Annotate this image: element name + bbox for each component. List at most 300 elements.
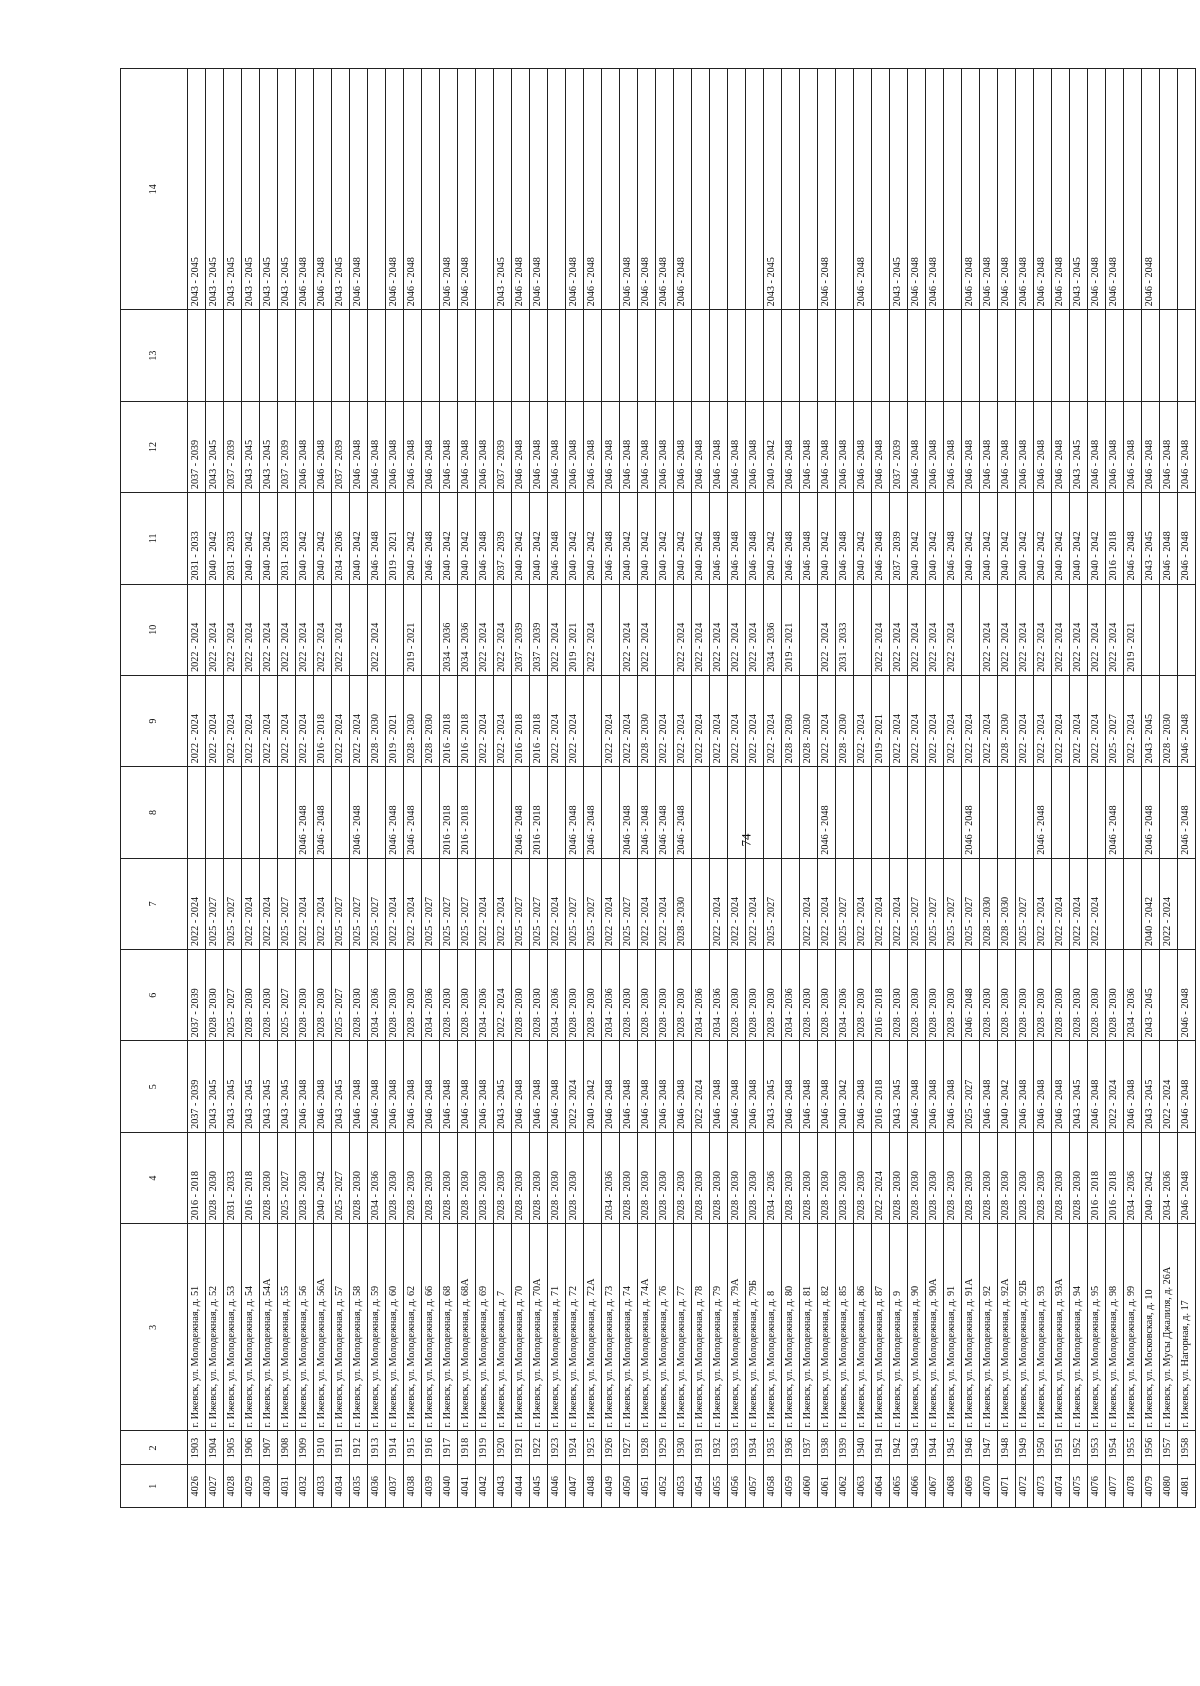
table-cell: 2025 - 2027 — [530, 858, 548, 949]
table-cell — [800, 584, 818, 675]
table-cell: 2046 - 2048 — [1160, 401, 1178, 492]
table-cell: 4042 — [476, 1465, 494, 1508]
table-cell: 2022 - 2024 — [1034, 584, 1052, 675]
table-cell: 2046 - 2048 — [818, 401, 836, 492]
table-cell: 2022 - 2024 — [818, 858, 836, 949]
table-cell: 2028 - 2030 — [530, 950, 548, 1041]
table-cell: 2034 - 2036 — [602, 950, 620, 1041]
address-cell: г. Ижевск, ул. Московская, д. 10 — [1142, 1224, 1160, 1431]
table-row — [530, 69, 548, 1508]
table-cell: 2022 - 2024 — [1070, 858, 1088, 949]
table-cell: 2046 - 2048 — [1088, 69, 1106, 310]
table-cell — [602, 584, 620, 675]
table-cell: 2028 - 2030 — [458, 1132, 476, 1223]
address-cell: г. Ижевск, ул. Молодежная, д. 78 — [692, 1224, 710, 1431]
table-cell: 2046 - 2048 — [548, 1041, 566, 1132]
table-cell: 2046 - 2048 — [584, 767, 602, 858]
table-cell — [728, 69, 746, 310]
table-cell: 2025 - 2027 — [908, 858, 926, 949]
table-cell: 2022 - 2024 — [818, 584, 836, 675]
table-cell — [422, 584, 440, 675]
table-cell: 2046 - 2048 — [386, 767, 404, 858]
table-cell — [386, 310, 404, 401]
table-cell: 1918 — [458, 1431, 476, 1465]
table-cell: 1903 — [188, 1431, 206, 1465]
table-cell: 2040 - 2042 — [1016, 493, 1034, 584]
table-cell: 1931 — [692, 1431, 710, 1465]
table-cell: 2028 - 2030 — [764, 950, 782, 1041]
table-cell: 2046 - 2048 — [386, 69, 404, 310]
table-cell: 2046 - 2048 — [620, 401, 638, 492]
table-cell: 2046 - 2048 — [638, 401, 656, 492]
table-cell: 2022 - 2024 — [1160, 1041, 1178, 1132]
table-cell: 2028 - 2030 — [1034, 1132, 1052, 1223]
table-cell: 2046 - 2048 — [422, 493, 440, 584]
table-cell: 2040 - 2042 — [566, 493, 584, 584]
table-cell — [908, 767, 926, 858]
table-cell: 2046 - 2048 — [566, 69, 584, 310]
table-cell: 2046 - 2048 — [638, 69, 656, 310]
table-cell: 2034 - 2036 — [710, 950, 728, 1041]
table-cell: 1926 — [602, 1431, 620, 1465]
table-cell: 2040 - 2042 — [854, 493, 872, 584]
table-cell: 2022 - 2024 — [242, 675, 260, 766]
table-cell: 2046 - 2048 — [404, 1041, 422, 1132]
table-row — [224, 69, 242, 1508]
table-cell — [476, 69, 494, 310]
address-cell: г. Ижевск, ул. Молодежная, д. 59 — [368, 1224, 386, 1431]
table-cell: 2046 - 2048 — [1106, 767, 1124, 858]
table-row — [818, 69, 836, 1508]
table-cell — [206, 310, 224, 401]
table-cell: 2046 - 2048 — [584, 69, 602, 310]
table-cell — [962, 310, 980, 401]
table-cell: 2046 - 2048 — [656, 1041, 674, 1132]
table-cell: 2046 - 2048 — [440, 1041, 458, 1132]
table-cell — [260, 310, 278, 401]
table-cell: 2046 - 2048 — [1106, 69, 1124, 310]
address-cell: г. Ижевск, ул. Молодежная, д. 73 — [602, 1224, 620, 1431]
table-cell: 4073 — [1034, 1465, 1052, 1508]
table-cell: 2022 - 2024 — [494, 950, 512, 1041]
table-row — [764, 69, 782, 1508]
table-cell: 2046 - 2048 — [458, 1041, 476, 1132]
table-cell: 1915 — [404, 1431, 422, 1465]
table-cell: 4054 — [692, 1465, 710, 1508]
table-cell: 2040 - 2042 — [692, 493, 710, 584]
table-cell: 4072 — [1016, 1465, 1034, 1508]
table-cell: 2043 - 2045 — [494, 69, 512, 310]
table-cell: 2028 - 2030 — [890, 1132, 908, 1223]
table-cell — [494, 767, 512, 858]
table-cell — [332, 310, 350, 401]
table-cell: 4058 — [764, 1465, 782, 1508]
table-row — [656, 69, 674, 1508]
table-cell: 2046 - 2048 — [674, 69, 692, 310]
table-cell — [872, 767, 890, 858]
table-cell: 2046 - 2048 — [656, 767, 674, 858]
table-cell: 2019 - 2021 — [386, 493, 404, 584]
table-cell: 2025 - 2027 — [566, 858, 584, 949]
table-cell: 2022 - 2024 — [224, 675, 242, 766]
table-cell: 2022 - 2024 — [188, 858, 206, 949]
table-cell: 1958 — [1178, 1431, 1196, 1465]
table-cell: 2046 - 2048 — [1016, 1041, 1034, 1132]
table-cell: 2028 - 2030 — [998, 675, 1016, 766]
table-cell: 2043 - 2045 — [1142, 675, 1160, 766]
table-cell: 2046 - 2048 — [1178, 1132, 1196, 1223]
table-cell: 2022 - 2024 — [908, 584, 926, 675]
table-cell: 4053 — [674, 1465, 692, 1508]
table-cell: 2040 - 2042 — [1052, 493, 1070, 584]
table-cell: 2043 - 2045 — [1070, 69, 1088, 310]
table-cell: 2028 - 2030 — [620, 950, 638, 1041]
table-cell: 2022 - 2024 — [1088, 584, 1106, 675]
table-cell: 2025 - 2027 — [512, 858, 530, 949]
table-row — [1070, 69, 1088, 1508]
table-cell: 2022 - 2024 — [1106, 1041, 1124, 1132]
table-cell: 2046 - 2048 — [692, 401, 710, 492]
address-cell: г. Ижевск, ул. Молодежная, д. 66 — [422, 1224, 440, 1431]
table-cell: 2046 - 2048 — [512, 401, 530, 492]
table-cell: 2034 - 2036 — [440, 584, 458, 675]
table-cell: 2040 - 2042 — [314, 493, 332, 584]
address-cell: г. Ижевск, ул. Молодежная, д. 76 — [656, 1224, 674, 1431]
table-cell: 2022 - 2024 — [278, 584, 296, 675]
table-cell: 2019 - 2021 — [404, 584, 422, 675]
table-cell — [944, 69, 962, 310]
column-header-3: 3 — [121, 1224, 188, 1431]
table-cell: 2046 - 2048 — [1178, 401, 1196, 492]
table-cell: 2046 - 2048 — [674, 1041, 692, 1132]
table-cell: 2022 - 2024 — [260, 675, 278, 766]
table-cell: 2022 - 2024 — [854, 858, 872, 949]
address-cell: г. Ижевск, ул. Молодежная, д. 69 — [476, 1224, 494, 1431]
table-cell: 2040 - 2042 — [584, 493, 602, 584]
table-cell: 2028 - 2030 — [638, 950, 656, 1041]
table-cell — [1160, 950, 1178, 1041]
table-cell: 2046 - 2048 — [314, 767, 332, 858]
table-cell: 2046 - 2048 — [422, 1041, 440, 1132]
table-row — [296, 69, 314, 1508]
table-cell — [1178, 584, 1196, 675]
table-row — [980, 69, 998, 1508]
page-number: 74 — [738, 833, 754, 847]
table-cell: 2046 - 2048 — [1034, 69, 1052, 310]
table-cell: 2022 - 2024 — [656, 675, 674, 766]
table-cell: 2022 - 2024 — [548, 858, 566, 949]
table-cell: 2028 - 2030 — [944, 1132, 962, 1223]
table-cell: 2022 - 2024 — [260, 584, 278, 675]
table-cell: 2040 - 2042 — [998, 493, 1016, 584]
table-cell: 2025 - 2027 — [278, 1132, 296, 1223]
table-row — [458, 69, 476, 1508]
address-cell: г. Ижевск, ул. Молодежная, д. 70А — [530, 1224, 548, 1431]
table-cell: 2028 - 2030 — [818, 1132, 836, 1223]
table-cell: 2046 - 2048 — [314, 1041, 332, 1132]
table-cell: 2046 - 2048 — [440, 69, 458, 310]
table-row — [1178, 69, 1196, 1508]
table-cell — [1142, 310, 1160, 401]
table-cell: 2025 - 2027 — [350, 858, 368, 949]
table-cell: 2040 - 2042 — [1070, 493, 1088, 584]
table-cell: 2028 - 2030 — [674, 1132, 692, 1223]
table-cell: 1911 — [332, 1431, 350, 1465]
table-cell: 1906 — [242, 1431, 260, 1465]
table-cell: 2028 - 2030 — [512, 1132, 530, 1223]
table-cell: 2028 - 2030 — [962, 1132, 980, 1223]
table-cell: 2025 - 2027 — [836, 858, 854, 949]
table-cell: 2022 - 2024 — [476, 675, 494, 766]
column-header-13: 13 — [121, 310, 188, 401]
table-cell: 2022 - 2024 — [800, 858, 818, 949]
table-cell: 2022 - 2024 — [602, 675, 620, 766]
table-cell: 2040 - 2042 — [206, 493, 224, 584]
table-cell: 2040 - 2042 — [764, 493, 782, 584]
address-cell: г. Ижевск, ул. Молодежная, д. 54 — [242, 1224, 260, 1431]
table-cell: 2028 - 2030 — [1070, 950, 1088, 1041]
table-cell: 2046 - 2048 — [728, 1041, 746, 1132]
table-row — [566, 69, 584, 1508]
table-cell: 2022 - 2024 — [1160, 858, 1178, 949]
address-cell: г. Ижевск, ул. Молодежная, д. 82 — [818, 1224, 836, 1431]
table-cell: 2022 - 2024 — [566, 675, 584, 766]
table-cell — [800, 767, 818, 858]
table-cell: 2028 - 2030 — [512, 950, 530, 1041]
table-cell: 2043 - 2045 — [188, 69, 206, 310]
table-cell: 2022 - 2024 — [962, 675, 980, 766]
table-cell: 4081 — [1178, 1465, 1196, 1508]
address-cell: г. Ижевск, ул. Молодежная, д. 68А — [458, 1224, 476, 1431]
table-cell: 2016 - 2018 — [872, 1041, 890, 1132]
table-row — [944, 69, 962, 1508]
table-cell: 4030 — [260, 1465, 278, 1508]
table-cell: 2028 - 2030 — [314, 950, 332, 1041]
table-cell: 2046 - 2048 — [944, 401, 962, 492]
table-cell: 1925 — [584, 1431, 602, 1465]
table-cell: 4032 — [296, 1465, 314, 1508]
table-cell: 2019 - 2021 — [566, 584, 584, 675]
table-cell: 1938 — [818, 1431, 836, 1465]
table-cell — [368, 310, 386, 401]
table-cell: 2040 - 2042 — [296, 493, 314, 584]
table-cell: 1937 — [800, 1431, 818, 1465]
table-cell: 2022 - 2024 — [890, 584, 908, 675]
table-cell: 4052 — [656, 1465, 674, 1508]
table-cell — [692, 69, 710, 310]
table-cell: 2025 - 2027 — [1016, 858, 1034, 949]
table-cell: 4068 — [944, 1465, 962, 1508]
table-cell: 2046 - 2048 — [800, 493, 818, 584]
table-cell: 2022 - 2024 — [1124, 675, 1142, 766]
table-cell: 2022 - 2024 — [710, 584, 728, 675]
table-cell — [1124, 767, 1142, 858]
table-row — [728, 69, 746, 1508]
table-cell — [728, 767, 746, 858]
table-cell: 2028 - 2030 — [710, 1132, 728, 1223]
table-cell: 2040 - 2042 — [260, 493, 278, 584]
table-cell: 4067 — [926, 1465, 944, 1508]
table-cell: 2028 - 2030 — [782, 1132, 800, 1223]
table-cell: 1950 — [1034, 1431, 1052, 1465]
table-cell: 4043 — [494, 1465, 512, 1508]
table-cell: 2046 - 2048 — [962, 950, 980, 1041]
address-cell: г. Ижевск, ул. Молодежная, д. 72 — [566, 1224, 584, 1431]
table-cell: 2046 - 2048 — [530, 1041, 548, 1132]
table-cell: 2022 - 2024 — [728, 584, 746, 675]
table-row — [332, 69, 350, 1508]
table-cell: 2022 - 2024 — [296, 858, 314, 949]
table-cell: 2022 - 2024 — [944, 675, 962, 766]
table-row — [548, 69, 566, 1508]
table-cell: 2022 - 2024 — [476, 858, 494, 949]
table-cell: 1957 — [1160, 1431, 1178, 1465]
table-cell — [422, 767, 440, 858]
column-header-6: 6 — [121, 950, 188, 1041]
column-header-4: 4 — [121, 1132, 188, 1223]
table-cell — [980, 310, 998, 401]
table-cell: 2022 - 2024 — [188, 584, 206, 675]
address-cell: г. Ижевск, ул. Молодежная, д. 79А — [728, 1224, 746, 1431]
table-cell: 2043 - 2045 — [1142, 1041, 1160, 1132]
table-cell: 2037 - 2039 — [278, 401, 296, 492]
table-cell: 1954 — [1106, 1431, 1124, 1465]
table-cell: 2040 - 2042 — [638, 493, 656, 584]
table-cell: 2040 - 2042 — [818, 493, 836, 584]
table-row — [620, 69, 638, 1508]
table-cell: 2028 - 2030 — [584, 950, 602, 1041]
table-cell: 2040 - 2042 — [962, 493, 980, 584]
table-cell: 2028 - 2030 — [782, 675, 800, 766]
table-cell — [242, 767, 260, 858]
table-cell: 2016 - 2018 — [242, 1132, 260, 1223]
table-cell: 2031 - 2033 — [224, 1132, 242, 1223]
table-row — [404, 69, 422, 1508]
table-cell: 2016 - 2018 — [530, 767, 548, 858]
table-cell: 2037 - 2039 — [332, 401, 350, 492]
table-cell: 2034 - 2036 — [836, 950, 854, 1041]
table-cell: 2028 - 2030 — [998, 858, 1016, 949]
table-row — [242, 69, 260, 1508]
table-cell: 2046 - 2048 — [512, 69, 530, 310]
table-cell: 2022 - 2024 — [1052, 675, 1070, 766]
table-cell — [368, 69, 386, 310]
table-body — [188, 69, 1196, 1508]
table-cell — [1160, 69, 1178, 310]
table-row — [188, 69, 206, 1508]
table-cell: 2028 - 2030 — [674, 858, 692, 949]
table-cell: 1930 — [674, 1431, 692, 1465]
table-cell: 2043 - 2045 — [206, 401, 224, 492]
table-cell: 2046 - 2048 — [350, 69, 368, 310]
address-cell: г. Ижевск, ул. Молодежная, д. 8 — [764, 1224, 782, 1431]
table-cell: 4080 — [1160, 1465, 1178, 1508]
table-cell: 4039 — [422, 1465, 440, 1508]
column-header-2: 2 — [121, 1431, 188, 1465]
table-cell: 2046 - 2048 — [1052, 1041, 1070, 1132]
table-cell — [1070, 310, 1088, 401]
table-cell: 2046 - 2048 — [440, 401, 458, 492]
table-cell — [728, 310, 746, 401]
table-cell: 1927 — [620, 1431, 638, 1465]
table-cell — [314, 310, 332, 401]
table-cell: 2046 - 2048 — [710, 1041, 728, 1132]
table-cell: 2028 - 2030 — [422, 1132, 440, 1223]
table-cell: 2037 - 2039 — [188, 401, 206, 492]
table-cell: 2046 - 2048 — [1124, 401, 1142, 492]
table-cell: 2034 - 2036 — [332, 493, 350, 584]
table-cell: 2046 - 2048 — [548, 401, 566, 492]
table-cell — [566, 310, 584, 401]
table-cell: 2046 - 2048 — [350, 1041, 368, 1132]
table-cell: 2028 - 2030 — [854, 1132, 872, 1223]
table-cell: 2040 - 2042 — [404, 493, 422, 584]
table-cell: 2037 - 2039 — [188, 950, 206, 1041]
table-cell: 2046 - 2048 — [1088, 1041, 1106, 1132]
table-cell: 2028 - 2030 — [296, 950, 314, 1041]
table-cell: 4026 — [188, 1465, 206, 1508]
table-cell: 2022 - 2024 — [1016, 675, 1034, 766]
table-cell: 1933 — [728, 1431, 746, 1465]
address-cell: г. Ижевск, ул. Молодежная, д. 55 — [278, 1224, 296, 1431]
table-row — [890, 69, 908, 1508]
table-cell: 4059 — [782, 1465, 800, 1508]
table-cell: 4029 — [242, 1465, 260, 1508]
table-cell: 2046 - 2048 — [836, 401, 854, 492]
table-cell — [476, 767, 494, 858]
table-cell — [764, 767, 782, 858]
table-cell: 2043 - 2045 — [332, 1041, 350, 1132]
table-row — [494, 69, 512, 1508]
table-cell: 2046 - 2048 — [602, 493, 620, 584]
table-cell: 2046 - 2048 — [404, 401, 422, 492]
table-cell: 2046 - 2048 — [584, 401, 602, 492]
table-cell: 2046 - 2048 — [818, 69, 836, 310]
table-cell: 2046 - 2048 — [944, 493, 962, 584]
table-cell: 1934 — [746, 1431, 764, 1465]
table-cell: 2046 - 2048 — [800, 1041, 818, 1132]
table-cell: 2046 - 2048 — [1034, 1041, 1052, 1132]
table-cell: 4038 — [404, 1465, 422, 1508]
table-cell: 2046 - 2048 — [350, 767, 368, 858]
address-cell: г. Ижевск, ул. Молодежная, д. 90А — [926, 1224, 944, 1431]
table-cell: 1909 — [296, 1431, 314, 1465]
table-cell: 2046 - 2048 — [476, 493, 494, 584]
table-cell: 2046 - 2048 — [296, 69, 314, 310]
table-cell: 2025 - 2027 — [962, 858, 980, 949]
address-cell: г. Ижевск, ул. Молодежная, д. 52 — [206, 1224, 224, 1431]
table-cell: 2028 - 2030 — [440, 1132, 458, 1223]
table-cell — [944, 767, 962, 858]
column-header-1: 1 — [121, 1465, 188, 1508]
table-cell: 2022 - 2024 — [638, 584, 656, 675]
table-cell — [1178, 310, 1196, 401]
table-cell — [1088, 767, 1106, 858]
table-cell: 2022 - 2024 — [206, 675, 224, 766]
address-cell: г. Ижевск, ул. Молодежная, д. 71 — [548, 1224, 566, 1431]
table-row — [260, 69, 278, 1508]
table-cell: 2040 - 2042 — [584, 1041, 602, 1132]
table-cell: 2028 - 2030 — [746, 1132, 764, 1223]
table-cell: 2028 - 2030 — [404, 950, 422, 1041]
table-cell: 2022 - 2024 — [926, 675, 944, 766]
table-cell: 1924 — [566, 1431, 584, 1465]
table-cell: 4065 — [890, 1465, 908, 1508]
table-cell: 1951 — [1052, 1431, 1070, 1465]
table-cell: 2046 - 2048 — [602, 401, 620, 492]
table-cell — [476, 310, 494, 401]
table-cell: 2025 - 2027 — [224, 950, 242, 1041]
